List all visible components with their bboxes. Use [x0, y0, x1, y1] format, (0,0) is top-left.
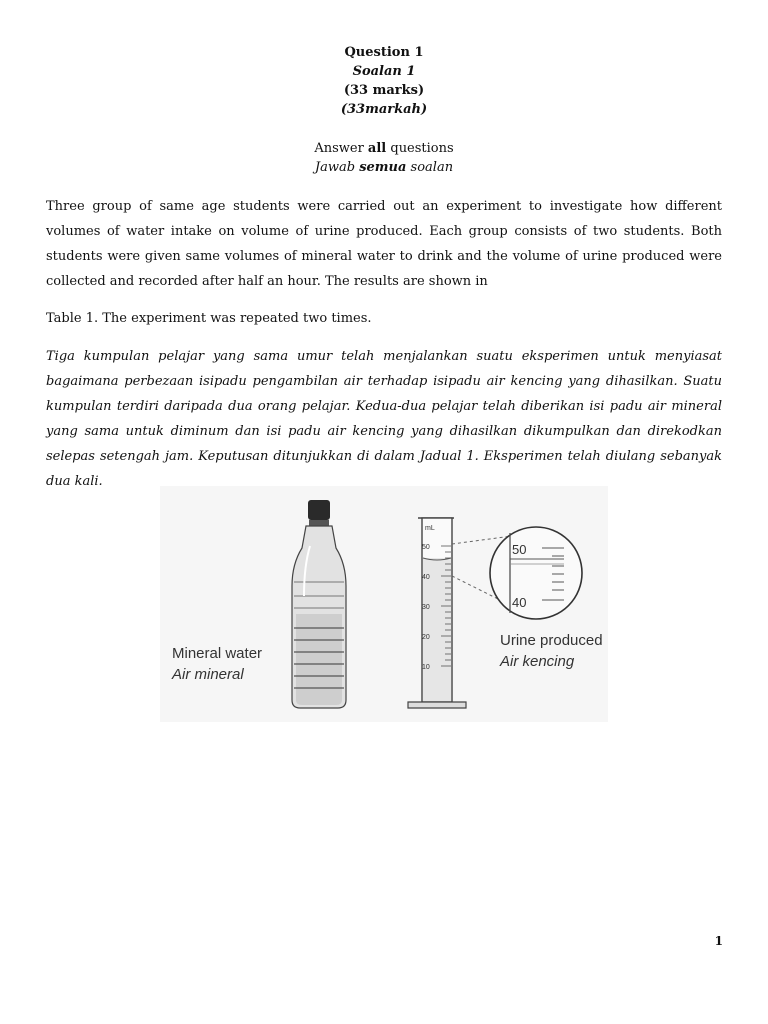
instruction-ms-bold: semua [359, 160, 407, 175]
question-title: Question 1 [344, 45, 424, 60]
instruction-ms [0, 158, 768, 177]
cylinder-tick-label: 10 [422, 664, 430, 671]
instruction-en-bold: all [367, 141, 387, 156]
cylinder-tick-label: 30 [422, 604, 430, 611]
paragraph-english-2: Table 1. The experiment was repeated two times. [46, 311, 372, 326]
paragraph-english: Three group of same age students were carried out an experiment to investigate how different volumes of water intake on volume of urine produced. Each group consists of two students. Both students were given same volumes of mineral water to drink and the volume of urine produced were collected and recorded after half an hour. The results are shown in [46, 199, 722, 289]
instruction-en-prefix: Answer [314, 141, 368, 156]
zoom-upper-label: 50 [512, 542, 527, 557]
zoom-circle-icon [490, 527, 582, 619]
instruction-ms-prefix: Jawab [314, 160, 360, 175]
instruction-en [0, 139, 768, 158]
page-number: 1 [714, 934, 723, 948]
zoom-lower-label: 40 [512, 595, 527, 610]
cylinder-tick-label: 20 [422, 634, 430, 641]
cylinder-label-en: Urine produced [500, 632, 603, 649]
question-title-ms: Soalan 1 [352, 64, 416, 79]
instruction-ms-suffix: soalan [406, 160, 454, 175]
cylinder-tick-label: 50 [422, 544, 430, 551]
experiment-figure [160, 486, 608, 722]
instruction-en-suffix: questions [386, 141, 454, 156]
marks-label: (33 marks) [343, 83, 425, 98]
cylinder-unit: mL [425, 525, 435, 532]
cylinder-label-ms: Air kencing [500, 653, 575, 670]
cylinder-tick-label: 40 [422, 574, 430, 581]
bottle-label-en: Mineral water [172, 645, 263, 662]
paragraph-malay: Tiga kumpulan pelajar yang sama umur telah menjalankan suatu eksperimen untuk menyiasat bagaimana perbezaan isipadu pengambilan air terhadap isipadu air kencing yang dihasilkan. Suatu kumpulan terdiri daripada dua orang pelajar. Kedua-dua pelajar telah diberikan isi padu air mineral yang sama untuk diminum dan isi padu air kencing yang dihasilkan dikumpulkan dan direkodkan selepas setengah jam. Keputusan ditunjukkan di dalam Jadual 1. Eksperimen telah diulang sebanyak dua kali. [46, 349, 722, 489]
bottle-label-ms: Air mineral [172, 666, 244, 683]
marks-label-ms: (33markah) [340, 102, 428, 117]
